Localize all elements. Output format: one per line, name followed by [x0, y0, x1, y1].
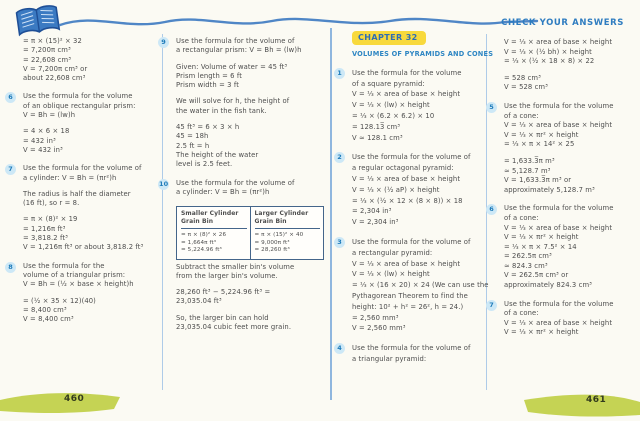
- text-line: = π × (8)² × 19: [23, 215, 78, 224]
- text-line: 45 ft³ = 6 × 3 × h: [176, 123, 240, 132]
- table-cell: = 28,260 ft³: [254, 247, 290, 254]
- column-4: [489, 38, 638, 347]
- text-line: Use the formula for the volume of: [176, 37, 295, 45]
- table-cell: = 9,000π ft³: [254, 239, 290, 246]
- item-number-badge: 7: [486, 300, 497, 311]
- text-line: Prism length = 6 ft: [176, 71, 242, 80]
- spacer: [23, 183, 163, 190]
- text-line: V = ⅓ × πr² × height: [504, 233, 579, 242]
- column-3: [337, 31, 494, 374]
- column-2: [159, 37, 326, 341]
- table-column-header: Larger Cylinder Grain Bin: [255, 210, 321, 229]
- text-line: Given: Volume of water = 45 ft³: [176, 62, 288, 71]
- spacer: [176, 90, 326, 97]
- answer-item: [159, 178, 326, 198]
- text-line: the water in the fish tank.: [176, 106, 267, 115]
- text-line: We will solve for h, the height of: [176, 97, 290, 106]
- answer-item: [8, 261, 163, 325]
- text-line: = ⅓ × π × 14² × 25: [504, 140, 575, 149]
- text-line: ≈ 5,128.7 m³: [504, 166, 551, 175]
- answer-item: [504, 38, 638, 93]
- text-line: 45 = 18h: [176, 132, 209, 141]
- text-line: V = 1,633.3̅π m³ or: [504, 176, 572, 185]
- spacer: [504, 150, 638, 157]
- text-line: Use the formula for the volume of: [352, 237, 471, 246]
- item-number-badge: 3: [334, 237, 345, 248]
- text-line: V = ⅓ × (½ bh) × height: [504, 47, 592, 56]
- text-line: V = ⅓ × (lw) × height: [352, 270, 430, 279]
- text-line: level is 2.5 feet.: [176, 160, 233, 169]
- text-line: Use the formula for the volume: [504, 299, 614, 308]
- text-line: V = ⅓ × area of base × height: [504, 223, 613, 232]
- text-line: volume of a triangular prism:: [23, 270, 126, 279]
- answer-item: [8, 164, 163, 252]
- answer-item: [161, 37, 326, 170]
- text-line: V = ⅓ × πr² × height: [504, 130, 579, 139]
- text-line: V ≈ 128.1 cm³: [352, 133, 403, 142]
- text-line: V = Bh = (lw)h: [23, 111, 76, 120]
- text-line: from the larger bin's volume.: [176, 271, 278, 280]
- text-line: = 528 cm³: [504, 73, 541, 82]
- text-line: 28,260 ft³ − 5,224.96 ft³ =: [176, 288, 271, 297]
- text-line: = 1,633.3̅π m³: [504, 156, 555, 165]
- text-line: V = 2,304 in³: [352, 218, 399, 227]
- item-number-badge: 4: [334, 343, 345, 354]
- spacer: [23, 290, 163, 297]
- text-line: ≈ 824.3 cm³: [504, 261, 548, 270]
- text-line: = (½ × 35 × 12)(40): [23, 296, 96, 305]
- spacer: [176, 281, 326, 288]
- text-line: = ⅓ × π × 7.5² × 14: [504, 242, 577, 251]
- answer-item: [489, 101, 638, 195]
- spacer: [176, 56, 326, 63]
- spacer: [176, 307, 326, 314]
- text-line: a rectangular prism: V = Bh = (lw)h: [176, 46, 302, 55]
- text-line: 23,035.04 ft³: [176, 297, 222, 306]
- text-line: V = ⅓ × area of base × height: [504, 121, 613, 130]
- text-line: V = ⅓ × area of base × height: [504, 318, 613, 327]
- answer-item: [176, 263, 326, 333]
- grain-bin-table: [176, 206, 324, 259]
- text-line: = 2,560 mm³: [352, 313, 399, 322]
- item-number-badge: 5: [486, 102, 497, 113]
- text-line: about 22,608 cm³: [23, 74, 86, 83]
- table-cell: = 5,224.96 ft³: [181, 247, 222, 254]
- text-line: Pythagorean Theorem to find the: [352, 291, 468, 300]
- text-line: a cylinder: V = Bh = (πr²)h: [23, 173, 117, 182]
- text-line: V = 7,200π cm³ or: [23, 64, 88, 73]
- text-line: height: 10² + h² = 26², h = 24.): [352, 302, 464, 311]
- text-line: Prism width = 3 ft: [176, 81, 239, 90]
- item-number-badge: 6: [486, 204, 497, 215]
- table-cell: = π × (8)² × 26: [181, 232, 227, 239]
- item-number-badge: 1: [334, 68, 345, 79]
- text-line: = 2,304 in³: [352, 207, 392, 216]
- chapter-header: [352, 31, 494, 60]
- text-line: = 128.13̅ cm³: [352, 122, 401, 131]
- spacer: [504, 67, 638, 74]
- item-number-badge: 10: [159, 179, 169, 188]
- chapter-subtitle: VOLUMES OF PYRAMIDS AND CONES: [352, 50, 494, 58]
- answer-item: [489, 204, 638, 290]
- text-line: V = ⅓ × (½ aP) × height: [352, 185, 440, 194]
- text-line: = 3,818.2 ft³: [23, 234, 68, 243]
- page-title: CHECK YOUR ANSWERS: [501, 18, 624, 28]
- answer-item: [8, 92, 163, 155]
- text-line: V = ⅓ × area of base × height: [504, 38, 613, 46]
- text-line: V = 432 in³: [23, 145, 63, 154]
- spacer: [23, 120, 163, 127]
- item-number-badge: 9: [158, 37, 169, 48]
- text-line: = π × (15)² × 32: [23, 37, 82, 45]
- text-line: Use the formula for the volume of: [23, 164, 142, 173]
- text-line: of a square pyramid:: [352, 79, 425, 88]
- text-line: Use the formula for the volume of: [176, 178, 295, 187]
- page-tab-right: [518, 388, 640, 420]
- text-line: = 1,216π ft³: [23, 224, 66, 233]
- text-line: Use the formula for the volume of: [352, 153, 471, 162]
- text-line: V = 528 cm³: [504, 83, 548, 92]
- answer-item: [23, 37, 163, 83]
- answer-item: [337, 237, 489, 334]
- text-line: = 7,200π cm³: [23, 46, 71, 55]
- answer-item: [337, 343, 488, 365]
- text-line: = ⅓ × (16 × 20) × 24 (We can use the: [352, 281, 489, 290]
- text-line: Use the formula for the volume: [504, 101, 614, 110]
- text-line: a rectangular pyramid:: [352, 248, 433, 257]
- spacer: [176, 116, 326, 123]
- item-number-badge: 2: [334, 152, 345, 163]
- text-line: V = ⅓ × area of base × height: [352, 90, 461, 99]
- text-line: So, the larger bin can hold: [176, 313, 269, 322]
- table-column: [250, 207, 324, 258]
- text-line: a triangular pyramid:: [352, 354, 427, 363]
- text-line: The height of the water: [176, 150, 259, 159]
- text-line: a cylinder: V = Bh = (πr²)h: [176, 187, 270, 196]
- text-line: Use the formula for the volume of: [352, 344, 471, 353]
- table-cell: = 1,664π ft³: [181, 239, 217, 246]
- page-number-left: 460: [64, 394, 85, 404]
- text-line: V = 1,216π ft³ or about 3,818.2 ft³: [23, 243, 144, 252]
- answer-item: [489, 299, 638, 338]
- answer-item: [337, 152, 488, 228]
- text-line: a regular octagonal pyramid:: [352, 164, 454, 173]
- text-line: = 432 in³: [23, 136, 56, 145]
- text-line: V = ⅓ × (lw) × height: [352, 101, 430, 110]
- page-spine-divider: [330, 28, 332, 400]
- text-line: of a cone:: [504, 111, 539, 120]
- text-line: V = 262.5π cm³ or: [504, 271, 569, 280]
- text-line: = 262.5π cm³: [504, 252, 552, 261]
- text-line: (16 ft), so r = 8.: [23, 199, 80, 208]
- item-number-badge: 7: [5, 164, 16, 175]
- column-1: [8, 37, 163, 333]
- item-number-badge: 6: [5, 92, 16, 103]
- text-line: Subtract the smaller bin's volume: [176, 262, 295, 271]
- text-line: Use the formula for the volume: [23, 92, 133, 101]
- text-line: = ⅓ × (½ × 12 × (8 × 8)) × 18: [352, 196, 463, 205]
- answer-item: [337, 68, 488, 144]
- text-line: V = 2,560 mm³: [352, 324, 406, 333]
- page-number-right: 461: [586, 395, 607, 405]
- text-line: approximately 5,128.7 m³: [504, 185, 595, 194]
- spacer: [23, 208, 163, 215]
- text-line: V = ⅓ × πr² × height: [504, 328, 579, 337]
- table-cell: = π × (15)² × 40: [254, 232, 304, 239]
- text-line: of a cone:: [504, 309, 539, 318]
- text-line: = ⅓ × (6.2 × 6.2) × 10: [352, 111, 435, 120]
- text-line: approximately 824.3 cm³: [504, 281, 593, 290]
- item-number-badge: 8: [5, 262, 16, 273]
- table-column-header: Smaller Cylinder Grain Bin: [181, 210, 247, 229]
- text-line: The radius is half the diameter: [23, 189, 131, 198]
- text-line: V = 8,400 cm³: [23, 315, 74, 324]
- text-line: = ⅓ × (½ × 18 × 8) × 22: [504, 57, 595, 66]
- text-line: 2.5 ft = h: [176, 141, 210, 150]
- text-line: V = Bh = (½ × base × height)h: [23, 280, 134, 289]
- text-line: 23,035.04 cubic feet more grain.: [176, 323, 292, 332]
- chapter-badge: CHAPTER 32: [352, 31, 426, 45]
- table-column: [177, 207, 250, 258]
- text-line: Use the formula for the volume: [504, 204, 614, 213]
- text-line: Use the formula for the volume: [352, 68, 462, 77]
- text-line: = 22,608 cm³: [23, 55, 72, 64]
- text-line: of an oblique rectangular prism:: [23, 101, 136, 110]
- text-line: of a cone:: [504, 213, 539, 222]
- text-line: V = ⅓ × area of base × height: [352, 259, 461, 268]
- text-line: = 8,400 cm³: [23, 305, 67, 314]
- text-line: = 4 × 6 × 18: [23, 127, 70, 136]
- text-line: Use the formula for the: [23, 261, 105, 270]
- page-tab-left: [0, 388, 125, 418]
- text-line: V = ⅓ × area of base × height: [352, 174, 461, 183]
